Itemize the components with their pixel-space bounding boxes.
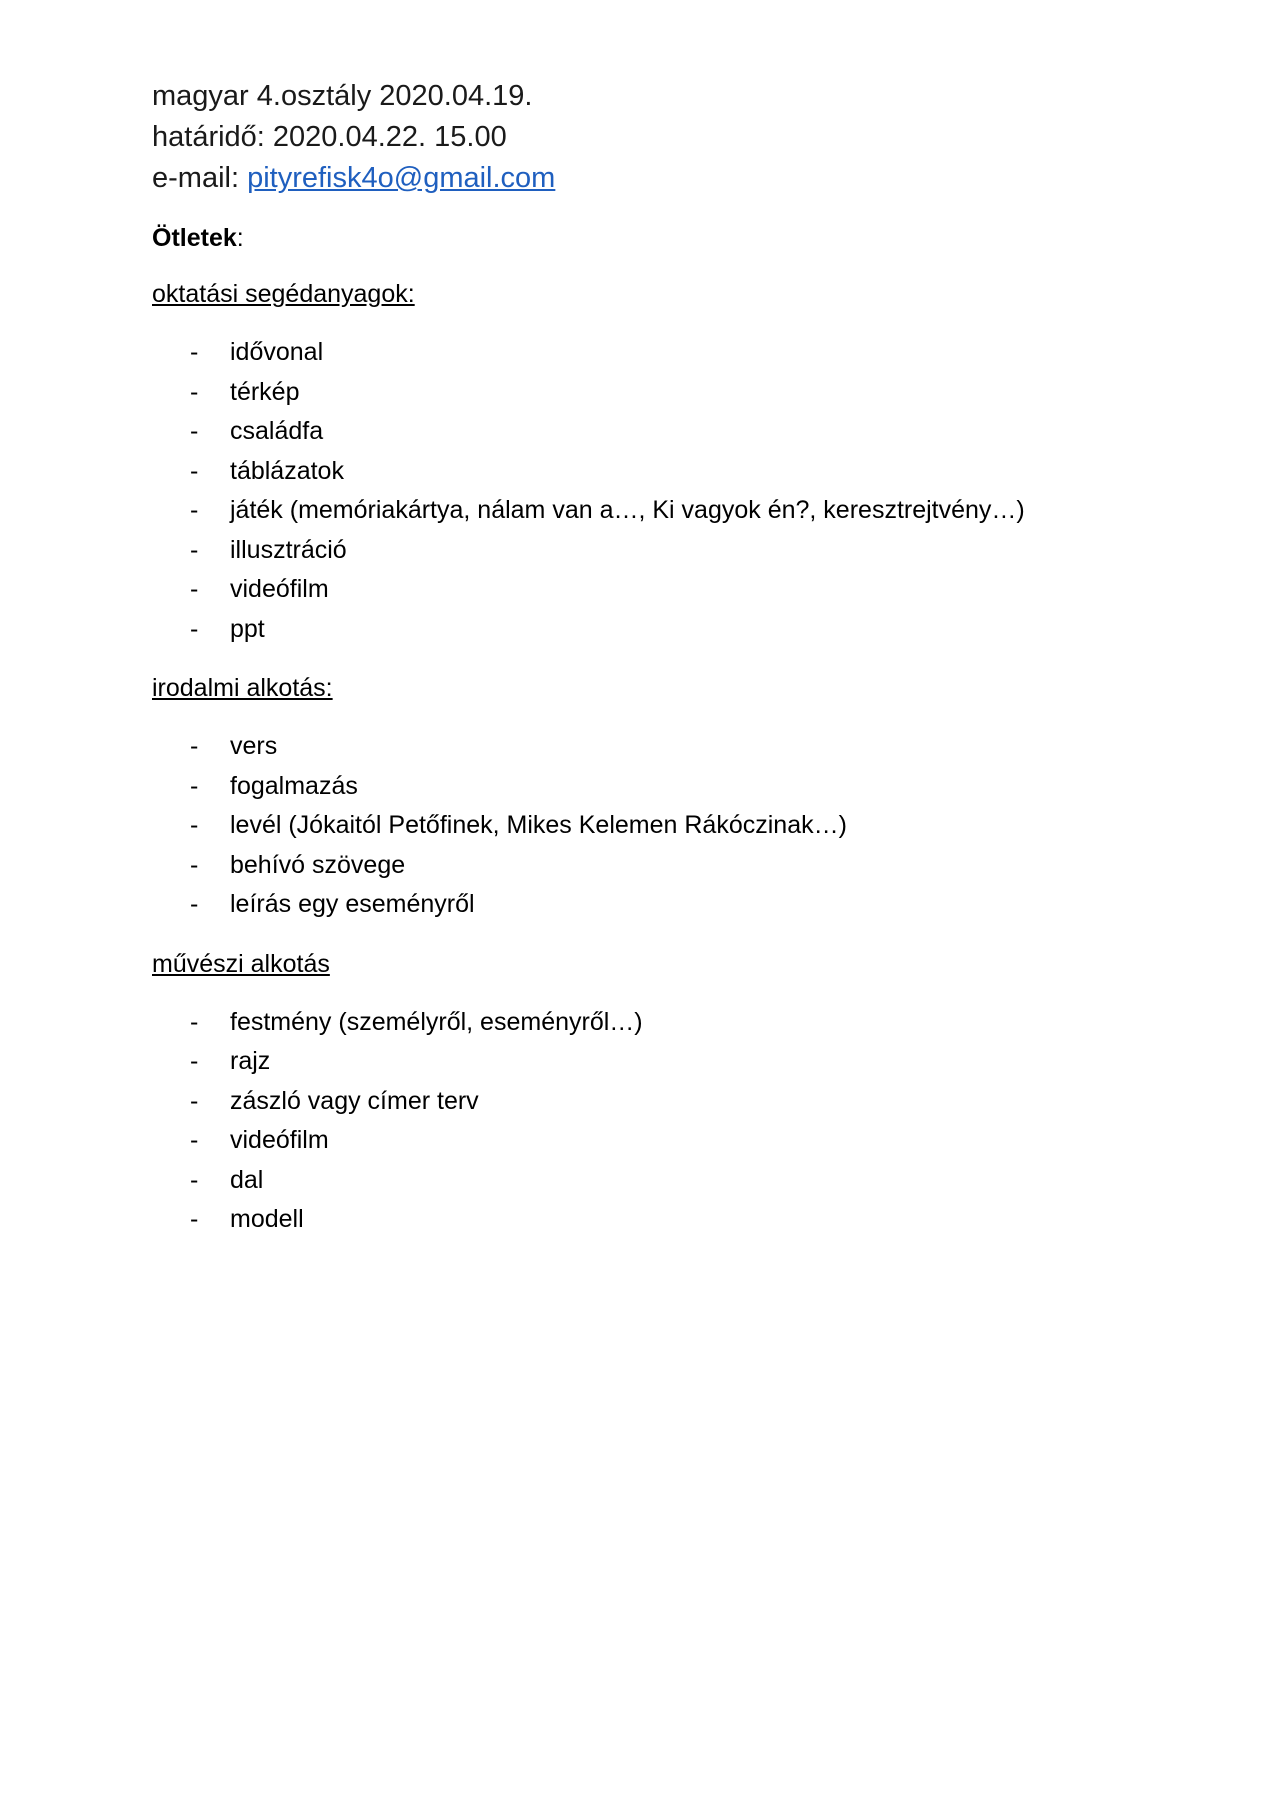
list-item-text: videófilm bbox=[230, 575, 329, 603]
list-item bbox=[152, 333, 1152, 373]
list-item-text: térkép bbox=[230, 377, 300, 406]
list-item bbox=[152, 1161, 1152, 1201]
section-title-artistic-works: művészi alkotás bbox=[152, 949, 330, 978]
section-title-educational-materials: oktatási segédanyagok: bbox=[152, 280, 415, 308]
list-dash: - bbox=[190, 850, 199, 879]
ideas-colon: : bbox=[236, 224, 244, 252]
list-item bbox=[152, 806, 1152, 846]
list-dash: - bbox=[190, 771, 199, 800]
list-item bbox=[152, 885, 1152, 925]
list-item bbox=[152, 846, 1152, 886]
list-dash: - bbox=[190, 575, 199, 603]
list-dash: - bbox=[190, 456, 199, 485]
list-item bbox=[152, 1082, 1152, 1122]
ideas-heading bbox=[152, 221, 1152, 255]
list-item-text: fogalmazás bbox=[230, 771, 358, 800]
email-link[interactable]: pityrefisk4o@gmail.com bbox=[247, 162, 556, 194]
list-item bbox=[152, 1121, 1152, 1161]
list-item bbox=[152, 412, 1152, 452]
list-dash: - bbox=[190, 811, 199, 839]
list-item-text: zászló vagy címer terv bbox=[230, 1086, 479, 1115]
list-dash: - bbox=[190, 890, 199, 918]
list-dash: - bbox=[190, 535, 199, 564]
list-dash: - bbox=[190, 1165, 199, 1194]
email-label: e-mail: bbox=[152, 162, 248, 194]
list-item-text: videófilm bbox=[230, 1126, 329, 1154]
list-item bbox=[152, 452, 1152, 492]
list-item bbox=[152, 531, 1152, 571]
list-item-text: illusztráció bbox=[230, 535, 347, 564]
list-dash: - bbox=[190, 377, 199, 406]
section-title-literary-works: irodalmi alkotás: bbox=[152, 674, 333, 702]
list-item-text: leírás egy eseményről bbox=[230, 890, 475, 918]
list-dash: - bbox=[190, 1086, 199, 1115]
list-item-text: festmény (személyről, eseményről…) bbox=[230, 1007, 643, 1036]
list-item bbox=[152, 1200, 1152, 1240]
subject-date-line: magyar 4.osztály 2020.04.19. bbox=[152, 80, 533, 112]
deadline-line: határidő: 2020.04.22. 15.00 bbox=[152, 121, 507, 153]
list-item-text: játék (memóriakártya, nálam van a…, Ki vagyok én?, keresztrejtvény…) bbox=[230, 496, 1025, 524]
list-dash: - bbox=[190, 1126, 199, 1154]
list-item-text: vers bbox=[230, 732, 278, 760]
document-content bbox=[152, 76, 1152, 1240]
list-item bbox=[152, 570, 1152, 610]
list-item-text: rajz bbox=[230, 1047, 271, 1075]
list-item-text: táblázatok bbox=[230, 456, 344, 485]
list-dash: - bbox=[190, 1205, 199, 1233]
list-dash: - bbox=[190, 496, 199, 524]
list-item bbox=[152, 491, 1152, 531]
list-item bbox=[152, 1003, 1152, 1043]
list-item bbox=[152, 727, 1152, 767]
list-dash: - bbox=[190, 1007, 199, 1036]
list-item bbox=[152, 767, 1152, 807]
list-dash: - bbox=[190, 338, 199, 366]
artistic-works-list bbox=[152, 1003, 1152, 1240]
list-item-text: idővonal bbox=[230, 338, 324, 366]
list-dash: - bbox=[190, 732, 199, 760]
email-line bbox=[152, 158, 1152, 199]
literary-works-list bbox=[152, 727, 1152, 925]
educational-materials-list bbox=[152, 333, 1152, 649]
list-item bbox=[152, 1042, 1152, 1082]
list-item-text: levél (Jókaitól Petőfinek, Mikes Kelemen Rákóczinak…) bbox=[230, 811, 847, 839]
ideas-title: Ötletek bbox=[152, 224, 237, 252]
list-item-text: családfa bbox=[230, 417, 324, 445]
list-dash: - bbox=[190, 1047, 199, 1075]
list-dash: - bbox=[190, 614, 199, 643]
list-item-text: behívó szövege bbox=[230, 850, 406, 879]
list-item bbox=[152, 610, 1152, 650]
list-item-text: dal bbox=[230, 1165, 264, 1194]
list-item-text: modell bbox=[230, 1205, 304, 1233]
list-dash: - bbox=[190, 417, 199, 445]
list-item-text: ppt bbox=[230, 614, 265, 643]
list-item bbox=[152, 373, 1152, 413]
